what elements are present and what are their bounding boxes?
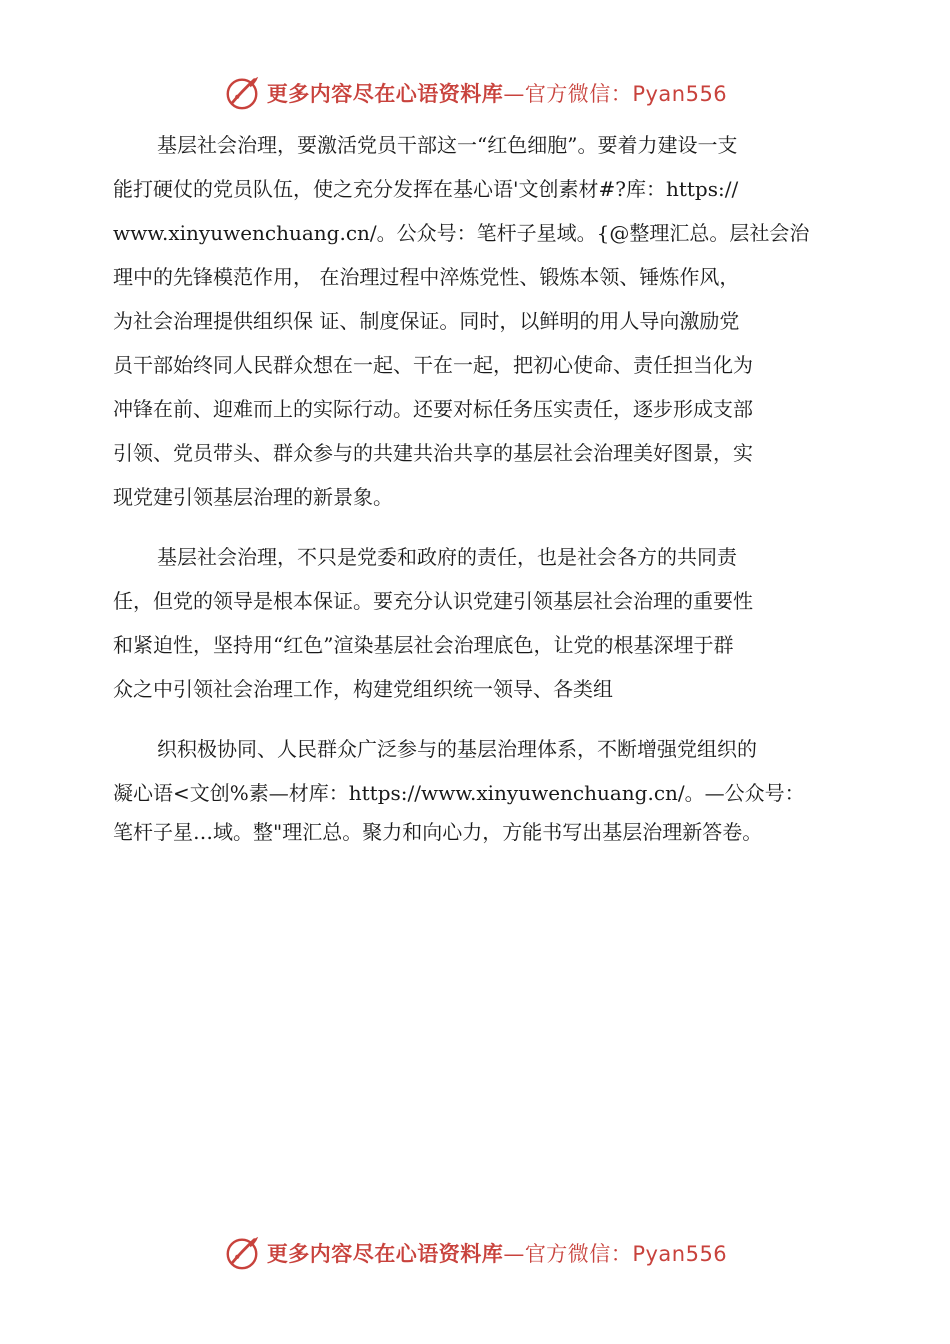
text-line: 任，但党的领导是根本保证。要充分认识党建引领基层社会治理的重要性 [113,589,753,613]
text-line: 基层社会治理，不只是党委和政府的责任，也是社会各方的共同责 [157,545,737,569]
banner-wechat-id: Pyan556 [632,82,728,106]
text-line: 引领、党员带头、群众参与的共建共治共享的基层社会治理美好图景，实 [113,441,753,465]
banner-wechat-id: Pyan556 [632,1242,728,1266]
banner-wechat-label: 官方微信： [524,82,633,106]
banner-separator: — [503,82,525,106]
banner-text [267,78,727,108]
banner-wechat-label: 官方微信： [524,1242,633,1266]
header-banner [0,73,950,113]
paragraph-1 [113,123,833,519]
text-line: 为社会治理提供组织保 证、制度保证。同时，以鲜明的用人导向激励党 [113,309,740,333]
text-line: 织积极协同、人民群众广泛参与的基层治理体系，不断增强党组织的 [157,737,757,761]
text-line: 基层社会治理，要激活党员干部这一“红色细胞”。要着力建设一支 [157,133,738,157]
banner-main-text: 更多内容尽在心语资料库 [266,82,504,106]
quill-seal-icon [223,74,261,112]
quill-seal-icon [223,1234,261,1272]
text-line: 员干部始终同人民群众想在一起、干在一起，把初心使命、责任担当化为 [113,353,753,377]
banner-separator: — [503,1242,525,1266]
text-line: 和紧迫性，坚持用“红色”渲染基层社会治理底色，让党的根基深埋于群 [113,633,734,657]
text-line: 理中的先锋模范作用， 在治理过程中淬炼党性、锻炼本领、锤炼作风， [113,265,740,289]
text-line: 现党建引领基层治理的新景象。 [113,485,393,509]
document-body [113,123,833,849]
text-line: 凝心语<文创%素—材库：https://www.xinyuwenchuang.cn/。—公众号： [113,781,805,805]
banner-main-text: 更多内容尽在心语资料库 [266,1242,504,1266]
banner-text [267,1238,727,1268]
paragraph-2 [113,535,833,711]
text-line: 笔杆子星…域。整"理汇总。聚力和向心力，方能书写出基层治理新答卷。 [113,820,763,844]
text-line: 冲锋在前、迎难而上的实际行动。还要对标任务压实责任，逐步形成支部 [113,397,753,421]
paragraph-3 [113,727,833,849]
text-line: 众之中引领社会治理工作，构建党组织统一领导、各类组 [113,677,613,701]
text-line: 能打硬仗的党员队伍，使之充分发挥在基心语'文创素材#?库：https:// [113,177,739,201]
footer-banner [0,1233,950,1273]
text-line: www.xinyuwenchuang.cn/。公众号：笔杆子星域。{@整理汇总。层社会治 [113,221,810,245]
